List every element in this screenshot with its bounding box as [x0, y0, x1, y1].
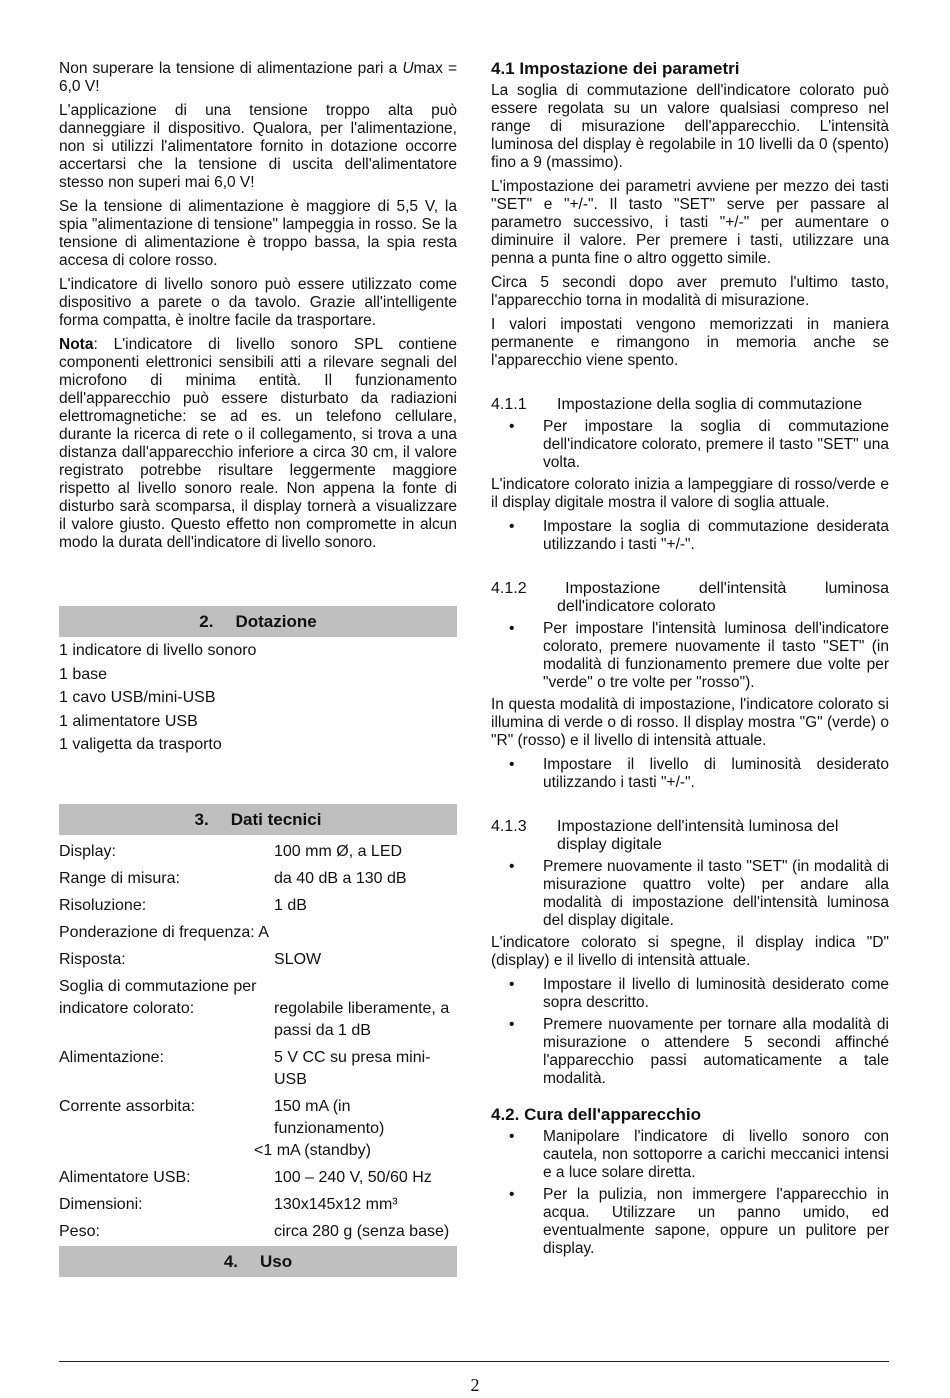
list-item: 1 valigetta da trasporto: [59, 736, 222, 753]
paragraph: La soglia di commutazione dell'indicatore colorato può essere regolata su un valore qualsiasi compreso nel range di misurazione dell'apparecchio. L'intensità luminosa del display è regolabile in 10 livelli da 0 (spento) fino a 9 (massimo).: [491, 82, 889, 171]
list-item: • Premere nuovamente il tasto "SET" (in modalità di misurazione quattro volte) per andare alla modalità di impostazione dell'intensità luminosa del display digitale.: [491, 858, 889, 930]
spec-row: Peso: circa 280 g (senza base): [59, 1222, 450, 1240]
spec-row: Risposta: SLOW: [59, 950, 322, 968]
list-item: • Per impostare l'intensità luminosa dell'indicatore colorato, premere nuovamente il tasto "SET" (in modalità di funzionamento premere due volte per "verde" o tre volte per "rosso").: [491, 620, 889, 692]
voltage-symbol: U: [402, 60, 414, 77]
spec-table: [59, 841, 457, 1243]
list-item: 1 base: [59, 665, 108, 683]
paragraph-overvoltage: L'applicazione di una tensione troppo alta può danneggiare il dispositivo. Qualora, per l'alimentazione, non si utilizzi l'alimentatore fornito in dotazione occorre accertarsi che la tensione di uscita dell'alimentatore stesso non superi mai 6,0 V!: [59, 102, 457, 191]
paragraph: L'indicatore colorato si spegne, il display indica "D" (display) e il livello di intensità attuale.: [491, 934, 889, 969]
list-item: • Impostare il livello di luminosità desiderato come sopra descritto.: [491, 976, 889, 1012]
spec-row: Ponderazione di frequenza: A: [59, 923, 269, 941]
right-column: [491, 60, 889, 1262]
list-item: 1 alimentatore USB: [59, 712, 198, 730]
spec-row: indicatore colorato: regolabile liberamente, a passi da 1 dB: [59, 999, 450, 1039]
list-item: • Manipolare l'indicatore di livello sonoro con cautela, non sottoporre a carichi meccanici intensi e a luce solare diretta.: [491, 1128, 889, 1182]
paragraph: L'impostazione dei parametri avviene per mezzo dei tasti "SET" e "+/-". Il tasto "SET" serve per passare al parametro successivo, i tasti "+/-" per aumentare o diminuire il valore. Per premere i tasti, utilizzare una penna a punta fine o altro oggetto simile.: [491, 178, 889, 267]
note-paragraph: Nota: L'indicatore di livello sonoro SPL contiene componenti elettronici sensibili atti a rilevare segnali del microfono di minima entità. Il funzionamento dell'apparecchio può essere disturbato da radiazioni elettromagnetiche: se ad es. un telefono cellulare, durante la ricerca di rete o il collegamento, si trova a una distanza dall'apparecchio inferiore a circa 30 cm, il valore registrato potrebbe risultare leggermente maggiore rispetto al livello sonoro reale. Non appena la fonte di disturbo sarà scomparsa, il display tornerà a visualizzare il valore giusto. Questo effetto non compromette in alcun modo la durata dell'indicatore di livello sonoro.: [59, 336, 457, 551]
spec-row: Dimensioni: 130x145x12 mm³: [59, 1195, 398, 1213]
spec-row: Corrente assorbita: 150 mA (in funzionamento): [59, 1097, 385, 1137]
paragraph: L'indicatore colorato inizia a lampeggiare di rosso/verde e il display digitale mostra il valore di soglia attuale.: [491, 476, 889, 511]
bullet-list: [491, 518, 889, 554]
spec-row: Display: 100 mm Ø, a LED: [59, 842, 403, 860]
footer-rule: [59, 1361, 889, 1362]
spec-row: Range di misura: da 40 dB a 130 dB: [59, 869, 407, 887]
bullet-list: [491, 976, 889, 1088]
heading-4-2: 4.2. Cura dell'apparecchio: [491, 1105, 702, 1124]
spec-row: Risoluzione: 1 dB: [59, 896, 307, 914]
dotazione-list: [59, 639, 457, 757]
spec-row: Alimentatore USB: 100 – 240 V, 50/60 Hz: [59, 1168, 432, 1186]
bullet-list: [491, 418, 889, 472]
left-column: [59, 60, 457, 1277]
bullet-list: [491, 620, 889, 692]
voltage-warning: Non superare la tensione di alimentazione pari a Umax = 6,0 V!: [59, 60, 457, 95]
heading-4-1: 4.1 Impostazione dei parametri: [491, 59, 740, 78]
list-item: • Impostare la soglia di commutazione desiderata utilizzando i tasti "+/-".: [491, 518, 889, 554]
section-header-uso: 4. Uso: [59, 1246, 457, 1277]
section-header-dotazione: 2. Dotazione: [59, 606, 457, 637]
heading-4-1-3: 4.1.3 Impostazione dell'intensità luminosa del display digitale: [491, 818, 839, 853]
list-item: 1 indicatore di livello sonoro: [59, 642, 257, 659]
paragraph: I valori impostati vengono memorizzati in maniera permanente e rimangono in memoria anche se l'apparecchio viene spento.: [491, 316, 889, 369]
bullet-list: [491, 1128, 889, 1258]
list-item: 1 cavo USB/mini-USB: [59, 689, 216, 706]
note-label: Nota: [59, 336, 94, 353]
list-item: • Per la pulizia, non immergere l'apparecchio in acqua. Utilizzare un panno umido, ed eventualmente sapone, oppure un pulitore per display.: [491, 1186, 889, 1258]
spec-row: Alimentazione: 5 V CC su presa mini-USB: [59, 1048, 431, 1088]
heading-4-1-1: 4.1.1 Impostazione della soglia di commutazione: [491, 396, 863, 413]
page-number: 2: [470, 1375, 480, 1395]
bullet-list: [491, 756, 889, 792]
paragraph-mounting: L'indicatore di livello sonoro può essere utilizzato come dispositivo a parete o da tavolo. Grazie all'intelligente forma compatta, è inoltre facile da trasportare.: [59, 276, 457, 329]
paragraph: In questa modalità di impostazione, l'indicatore colorato si illumina di verde o di rosso. Il display mostra "G" (verde) o "R" (rosso) e il livello di intensità attuale.: [491, 696, 889, 749]
paragraph: Circa 5 secondi dopo aver premuto l'ultimo tasto, l'apparecchio torna in modalità di misurazione.: [491, 274, 889, 309]
heading-4-1-2: 4.1.2 Impostazione dell'intensità luminosa dell'indicatore colorato: [491, 580, 889, 615]
spec-row: <1 mA (standby): [254, 1141, 371, 1159]
paragraph-voltage-led: Se la tensione di alimentazione è maggiore di 5,5 V, la spia "alimentazione di tensione" lampeggia in rosso. Se la tensione di alimentazione è troppo bassa, la spia resta accesa di colore rosso.: [59, 198, 457, 269]
bullet-list: [491, 858, 889, 930]
spec-row: Soglia di commutazione per: [59, 977, 257, 995]
section-header-dati-tecnici: 3. Dati tecnici: [59, 804, 457, 835]
list-item: • Impostare il livello di luminosità desiderato utilizzando i tasti "+/-".: [491, 756, 889, 792]
list-item: • Premere nuovamente per tornare alla modalità di misurazione o attendere 5 secondi affinché l'apparecchio passi automaticamente a tale modalità.: [491, 1016, 889, 1088]
list-item: • Per impostare la soglia di commutazione dell'indicatore colorato, premere il tasto "SET" una volta.: [491, 418, 889, 472]
